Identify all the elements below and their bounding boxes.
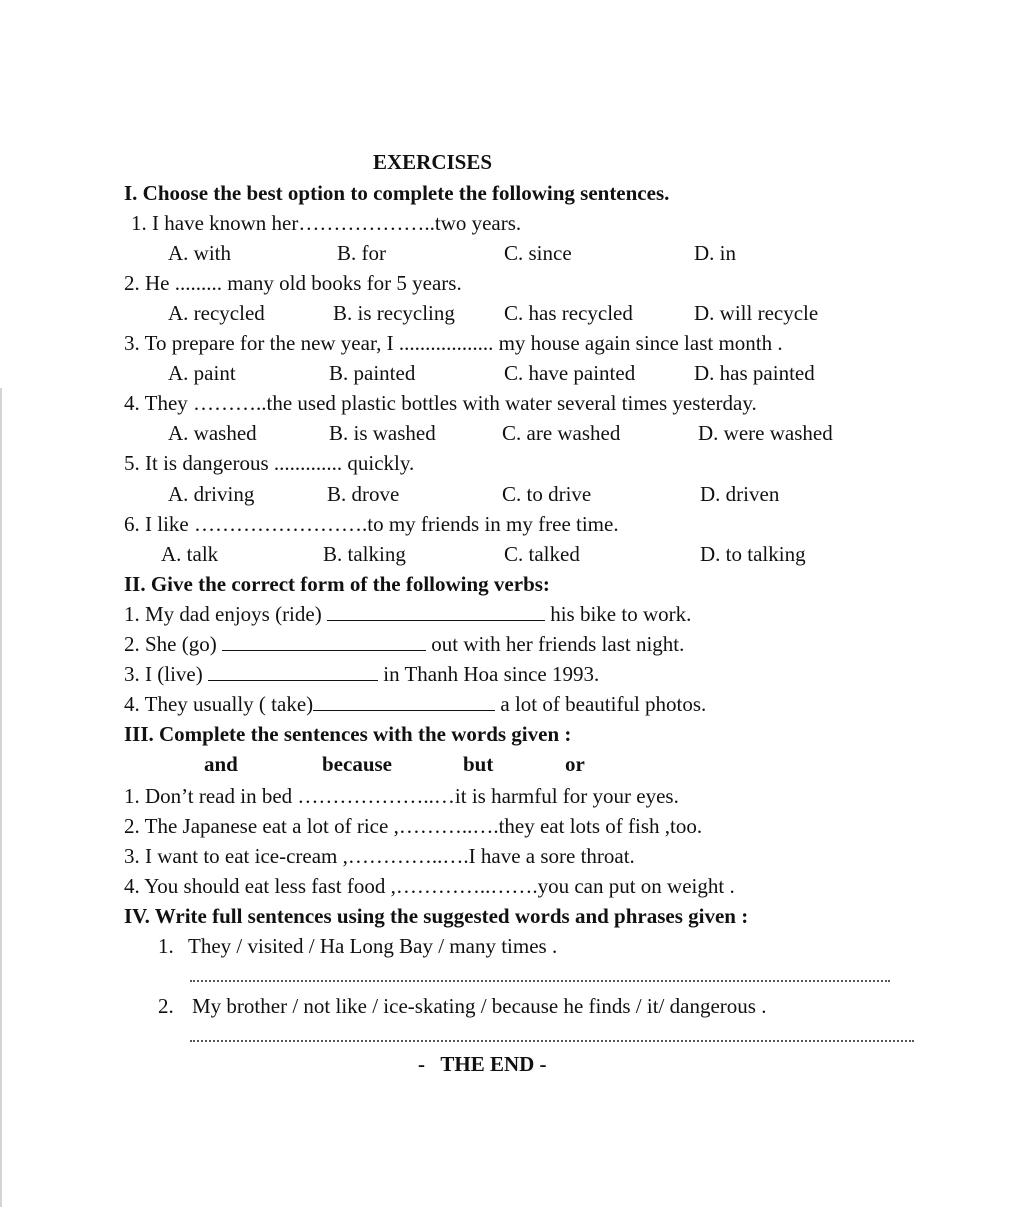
answer-blank-2[interactable]	[222, 632, 426, 651]
part4-item-2-prompt: My brother / not like / ice-skating / because he finds / it/ dangerous .	[192, 994, 767, 1018]
part4-item-2-number: 2.	[158, 994, 174, 1018]
option-3b: B. painted	[329, 361, 416, 385]
word-but: but	[463, 752, 494, 776]
part3-heading: III. Complete the sentences with the words given :	[124, 722, 572, 746]
word-and: and	[204, 752, 238, 776]
option-1b: B. for	[337, 241, 386, 265]
option-1a: A. with	[168, 241, 231, 265]
option-4d: D. were washed	[698, 421, 833, 445]
part3-item-4: 4. You should eat less fast food ,…………..…….you can put on weight .	[124, 874, 735, 898]
part2-item-3-pre: 3. I (live)	[124, 662, 208, 686]
part2-item-1	[124, 602, 691, 626]
page-edge-divider	[0, 388, 2, 1207]
option-2b: B. is recycling	[333, 301, 455, 325]
part2-item-2-pre: 2. She (go)	[124, 632, 222, 656]
option-3c: C. have painted	[504, 361, 636, 385]
option-5a: A. driving	[168, 482, 255, 506]
option-4b: B. is washed	[329, 421, 436, 445]
word-because: because	[322, 752, 392, 776]
word-or: or	[565, 752, 585, 776]
option-6a: A. talk	[161, 542, 219, 566]
part3-item-2: 2. The Japanese eat a lot of rice ,………..….they eat lots of fish ,too.	[124, 814, 703, 838]
part4-heading: IV. Write full sentences using the suggested words and phrases given :	[124, 904, 749, 928]
answer-blank-1[interactable]	[327, 602, 545, 621]
page-title: EXERCISES	[373, 150, 493, 174]
option-6c: C. talked	[504, 542, 580, 566]
part1-question-3: 3. To prepare for the new year, I .................. my house again since last month .	[124, 331, 783, 355]
part2-item-1-post: his bike to work.	[544, 602, 692, 626]
option-5b: B. drove	[327, 482, 400, 506]
option-2a: A. recycled	[168, 301, 265, 325]
option-5c: C. to drive	[502, 482, 592, 506]
option-1c: C. since	[504, 241, 572, 265]
part2-heading: II. Give the correct form of the following verbs:	[124, 572, 550, 596]
part1-question-5: 5. It is dangerous ............. quickly.	[124, 451, 415, 475]
part2-item-4-post: a lot of beautiful photos.	[495, 692, 707, 716]
answer-blank-4[interactable]	[313, 692, 495, 711]
option-2d: D. will recycle	[694, 301, 819, 325]
the-end-footer: - THE END -	[418, 1052, 547, 1076]
answer-blank-3[interactable]	[208, 662, 378, 681]
part1-question-4: 4. They ………..the used plastic bottles with water several times yesterday.	[124, 391, 757, 415]
part1-question-1: 1. I have known her………………..two years.	[131, 211, 522, 235]
part2-item-3	[124, 662, 599, 686]
option-3d: D. has painted	[694, 361, 815, 385]
part4-item-1-number: 1.	[158, 934, 174, 958]
part2-item-2	[124, 632, 684, 656]
part3-item-1: 1. Don’t read in bed ………………..…it is harmful for your eyes.	[124, 784, 679, 808]
answer-line-2[interactable]	[190, 1040, 914, 1042]
answer-line-1[interactable]	[190, 980, 890, 982]
option-6d: D. to talking	[700, 542, 806, 566]
part2-item-4-pre: 4. They usually ( take)	[124, 692, 314, 716]
part1-heading: I. Choose the best option to complete the following sentences.	[124, 181, 670, 205]
part2-item-1-pre: 1. My dad enjoys (ride)	[124, 602, 327, 626]
option-4a: A. washed	[168, 421, 257, 445]
option-1d: D. in	[694, 241, 736, 265]
option-2c: C. has recycled	[504, 301, 633, 325]
option-6b: B. talking	[323, 542, 406, 566]
option-3a: A. paint	[168, 361, 236, 385]
part4-item-1-prompt: They / visited / Ha Long Bay / many times .	[188, 934, 558, 958]
option-4c: C. are washed	[502, 421, 621, 445]
option-5d: D. driven	[700, 482, 780, 506]
part2-item-4	[124, 692, 706, 716]
part1-question-6: 6. I like …………………….to my friends in my free time.	[124, 512, 619, 536]
part3-item-3: 3. I want to eat ice-cream ,…………..….I have a sore throat.	[124, 844, 635, 868]
part1-question-2: 2. He ......... many old books for 5 years.	[124, 271, 462, 295]
part2-item-3-post: in Thanh Hoa since 1993.	[377, 662, 600, 686]
part2-item-2-post: out with her friends last night.	[426, 632, 685, 656]
